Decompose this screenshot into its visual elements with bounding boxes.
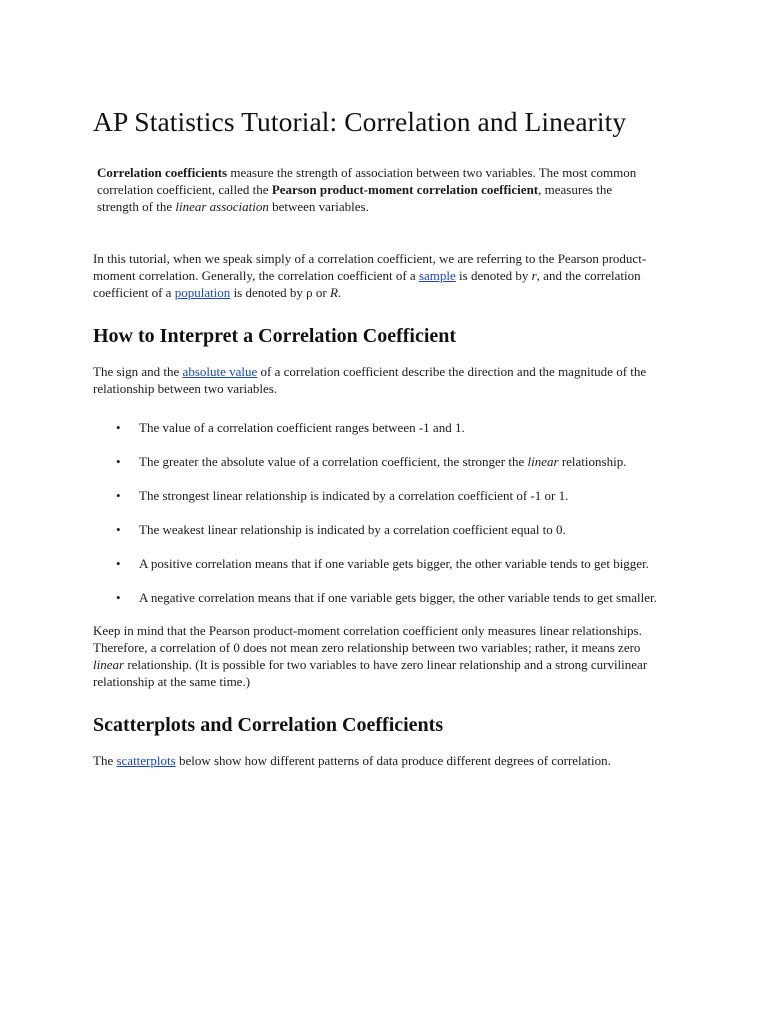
- bullet-icon: •: [116, 590, 121, 605]
- symbol-R: R: [329, 285, 338, 300]
- note-emphasis: linear: [93, 657, 125, 672]
- bullet-icon: •: [116, 454, 121, 469]
- list-item: [93, 487, 673, 504]
- notation-text-2: is denoted by: [455, 268, 532, 283]
- list-item-text: The weakest linear relationship is indicated by a correlation coefficient equal to 0.: [139, 522, 566, 537]
- bullet-icon: •: [116, 420, 121, 435]
- notation-text-4: is denoted by ρ or: [230, 285, 330, 300]
- absolute-value-link[interactable]: absolute value: [182, 364, 258, 379]
- intro-text-1: measure the strength of association between two variables. The most common correlation coefficient, called the: [97, 165, 637, 197]
- notation-text-5: .: [337, 285, 342, 300]
- intro-text-3: between variables.: [268, 199, 369, 214]
- interpretation-list: [93, 419, 657, 606]
- list-item-text: relationship.: [558, 454, 627, 469]
- scatter-text-1: The: [93, 753, 117, 768]
- bullet-icon: •: [116, 556, 121, 571]
- term-correlation-coefficients: Correlation coefficients: [97, 165, 228, 180]
- scatterplots-link[interactable]: scatterplots: [116, 753, 176, 768]
- term-linear-association: linear association: [175, 199, 269, 214]
- symbol-r: r: [531, 268, 537, 283]
- note-text-1: Keep in mind that the Pearson product-moment correlation coefficient only measures linear relationships. Therefore, a correlation of 0 does not mean zero relationship between two variables; rather, it means zero: [93, 623, 642, 655]
- list-item-text: The greater the absolute value of a correlation coefficient, the stronger the: [139, 454, 528, 469]
- bullet-icon: •: [116, 522, 121, 537]
- notation-text-1: In this tutorial, when we speak simply of a correlation coefficient, we are referring to the Pearson product-moment correlation. Generally, the correlation coefficient of a: [93, 251, 647, 283]
- sample-link[interactable]: sample: [418, 268, 456, 283]
- list-item-emphasis: linear: [527, 454, 559, 469]
- document-content: [93, 104, 657, 791]
- list-item: [93, 589, 673, 606]
- interpret-text-1: The sign and the: [93, 364, 183, 379]
- term-pearson: Pearson product-moment correlation coefficient: [271, 182, 539, 197]
- list-item-text: The strongest linear relationship is indicated by a correlation coefficient of -1 or 1.: [139, 488, 569, 503]
- population-link[interactable]: population: [174, 285, 231, 300]
- intro-paragraph: [97, 164, 657, 215]
- intro-text-2: , measures the strength of the: [97, 182, 613, 214]
- section-heading-scatterplots: Scatterplots and Correlation Coefficients: [93, 714, 444, 736]
- notation-text-3: , and the correlation coefficient of a: [93, 268, 641, 300]
- linear-note-paragraph: [93, 622, 653, 690]
- list-item-text: A negative correlation means that if one variable gets bigger, the other variable tends to get smaller.: [139, 590, 657, 605]
- scatterplots-intro-paragraph: [93, 752, 653, 769]
- list-item: [93, 419, 673, 436]
- note-text-2: relationship. (It is possible for two variables to have zero linear relationship and a strong curvilinear relationship at the same time.): [93, 657, 648, 689]
- list-item-text: A positive correlation means that if one variable gets bigger, the other variable tends to get bigger.: [139, 556, 649, 571]
- list-item: [93, 555, 673, 572]
- bullet-icon: •: [116, 488, 121, 503]
- list-item: [93, 453, 673, 470]
- scatter-text-2: below show how different patterns of data produce different degrees of correlation.: [175, 753, 611, 768]
- interpret-text-2: of a correlation coefficient describe the direction and the magnitude of the relationship between two variables.: [93, 364, 647, 396]
- section-heading-interpret: How to Interpret a Correlation Coefficient: [93, 325, 457, 347]
- list-item: [93, 521, 673, 538]
- interpret-intro-paragraph: [93, 363, 653, 397]
- list-item-text: The value of a correlation coefficient ranges between -1 and 1.: [139, 420, 465, 435]
- page-title: AP Statistics Tutorial: Correlation and Linearity: [93, 106, 627, 137]
- notation-paragraph: [93, 250, 653, 301]
